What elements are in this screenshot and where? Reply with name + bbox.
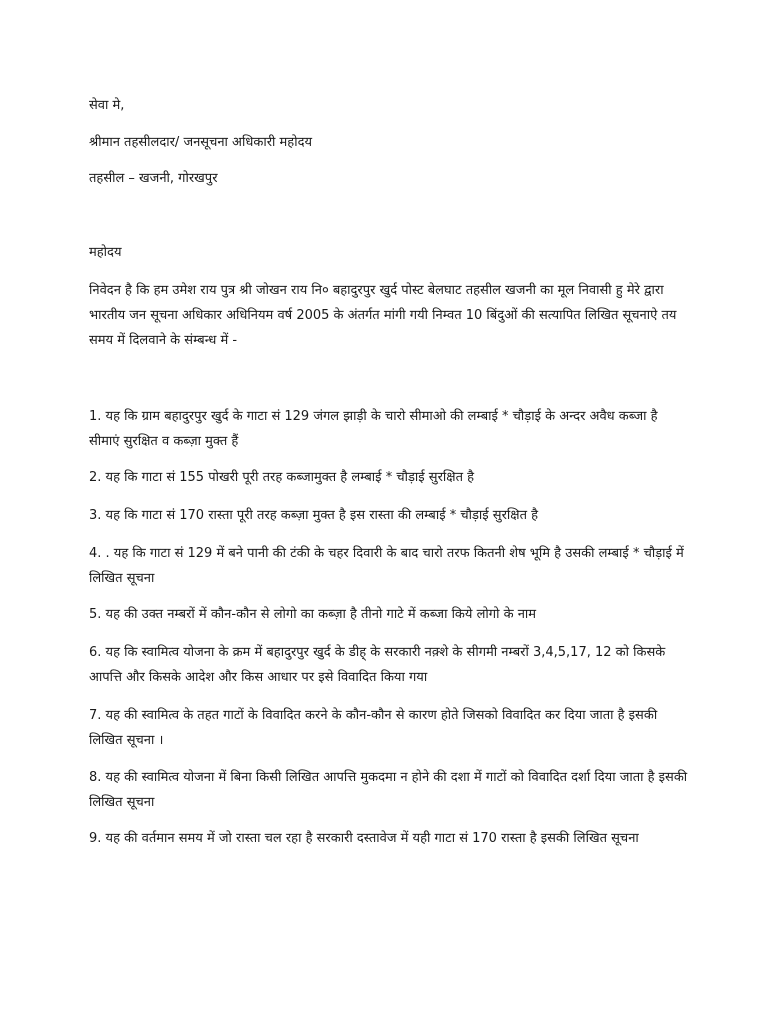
point-item: 9. यह की वर्तमान समय में जो रास्ता चल रहा है सरकारी दस्तावेज में यही गाटा सं 170 रास्ता है इसकी लिखित सूचना bbox=[89, 831, 639, 846]
point-item: 6. यह कि स्वामित्व योजना के क्रम में बहादुरपुर खुर्द के डीह् के सरकारी नक़्शे के सीगमी नम्बरों 3,4,5,17, 12 को किसके आपत्ति और किसके आदेश और किस आधार पर इसे विवादित किया गया bbox=[89, 645, 666, 685]
intro-paragraph: निवेदन है कि हम उमेश राय पुत्र श्री जोखन राय नि० बहादुरपुर खुर्द पोस्ट बेलघाट तहसील खजनी का मूल निवासी हु मेरे द्वारा भारतीय जन सूचना अधिकार अधिनियम वर्ष 2005 के अंतर्गत मांगी गयी निम्वत 10 बिंदुओं की सत्यापित लिखित सूचनाऐ तय समय में दिलवाने के संम्बन्ध में - bbox=[89, 283, 677, 348]
address-line: तहसील – खजनी, गोरखपुर bbox=[89, 171, 218, 186]
greeting: महोदय bbox=[89, 245, 122, 260]
recipient-line: श्रीमान तहसीलदार/ जनसूचना अधिकारी महोदय bbox=[89, 135, 313, 150]
salutation-to: सेवा मे, bbox=[89, 98, 125, 113]
point-item: 7. यह की स्वामित्व के तहत गाटों के विवादित करने के कौन-कौन से कारण होते जिसको विवादित कर दिया जाता है इसकी लिखित सूचना । bbox=[89, 708, 658, 748]
point-item: 3. यह कि गाटा सं 170 रास्ता पूरी तरह कब्ज़ा मुक्त है इस रास्ता की लम्बाई * चौड़ाई सुरक्षित है bbox=[89, 508, 539, 523]
point-item: 1. यह कि ग्राम बहादुरपुर खुर्द के गाटा सं 129 जंगल झाड़ी के चारो सीमाओ की लम्बाई * चौड़ाई के अन्दर अवैध कब्जा है सीमाएं सुरक्षित व कब्ज़ा मुक्त हैं bbox=[89, 409, 658, 449]
point-item: 5. यह की उक्त नम्बरों में कौन-कौन से लोगो का कब्ज़ा है तीनो गाटे में कब्जा किये लोगो के नाम bbox=[89, 607, 537, 622]
point-item: 4. . यह कि गाटा सं 129 में बने पानी की टंकी के चहर दिवारी के बाद चारो तरफ कितनी शेष भूमि है उसकी लम्बाई * चौड़ाई में लिखित सूचना bbox=[89, 546, 684, 586]
point-item: 2. यह कि गाटा सं 155 पोखरी पूरी तरह कब्जामुक्त है लम्बाई * चौड़ाई सुरक्षित है bbox=[89, 470, 475, 485]
point-item: 8. यह की स्वामित्व योजना में बिना किसी लिखित आपत्ति मुकदमा न होने की दशा में गाटों को विवादित दर्शा दिया जाता है इसकी लिखित सूचना bbox=[89, 770, 688, 810]
